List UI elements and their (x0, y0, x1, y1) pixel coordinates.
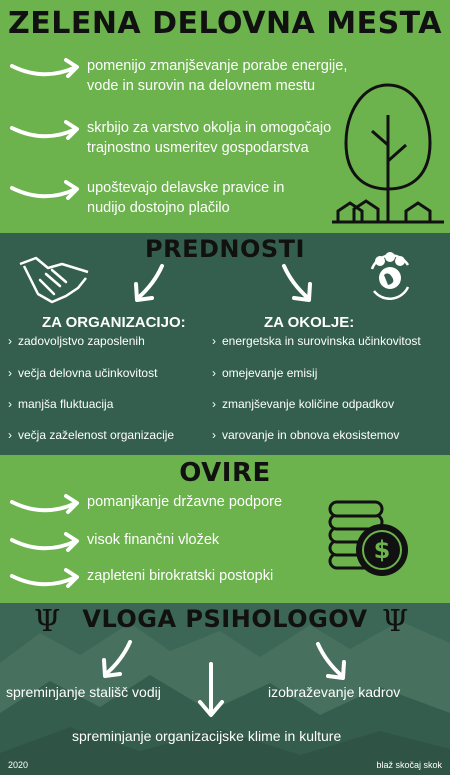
env-heading: ZA OKOLJE: (264, 314, 355, 331)
role-text-right: izobraževanje kadrov (268, 684, 401, 700)
ovire-title: OVIRE (179, 458, 271, 488)
intro-point (8, 118, 367, 158)
arrow-icon (8, 566, 83, 592)
env-benefit-item: › energetska in surovinska učinkovitost (212, 334, 421, 348)
role-text-bottom: spreminjanje organizacijske klime in kulture (72, 728, 342, 744)
env-benefit-item: › varovanje in obnova ekosistemov (212, 428, 399, 442)
role-text-left: spreminjanje stališč vodij (6, 684, 161, 700)
arrow-icon (8, 118, 83, 144)
psi-icon: Ψ (34, 604, 61, 639)
org-benefit-item: › manjša fluktuacija (8, 397, 113, 411)
barrier-text: visok finančni vložek (87, 532, 220, 548)
svg-text:$: $ (373, 536, 391, 564)
intro-point-text: pomenijo zmanjševanje porabe energije, vode in surovin na delovnem mestu (87, 58, 348, 94)
barrier-text: pomanjkanje državne podpore (87, 494, 283, 510)
arrow-down-right-icon (278, 262, 318, 306)
intro-point-text: upoštevajo delavske pravice in nudijo dostojno plačilo (87, 180, 285, 216)
arrow-icon (8, 530, 83, 556)
arrow-icon (8, 56, 83, 82)
footer-author: blaž skočaj skok (376, 760, 442, 770)
globe-icon (366, 247, 414, 305)
org-benefit-item: › zadovoljstvo zaposlenih (8, 334, 145, 348)
arrow-icon (8, 492, 83, 518)
tree-icon (332, 75, 444, 227)
coins-icon (326, 494, 414, 580)
arrow-down-right-icon (312, 640, 352, 684)
vloga-title: VLOGA PSIHOLOGOV (82, 605, 368, 633)
barrier-item (8, 492, 282, 518)
prednosti-title: PREDNOSTI (145, 235, 305, 263)
arrow-down-icon (196, 660, 226, 720)
arrow-down-left-icon (128, 262, 168, 306)
org-benefit-item: › večja zaželenost organizacije (8, 428, 174, 442)
arrow-icon (8, 178, 83, 204)
handshake-icon (16, 250, 92, 306)
intro-point-text: skrbijo za varstvo okolja in omogočajo trajnostno usmeritev gospodarstva (87, 120, 332, 156)
intro-point (8, 178, 317, 218)
barrier-item (8, 530, 219, 556)
intro-point (8, 56, 367, 96)
barrier-text: zapleteni birokratski postopki (87, 568, 274, 584)
arrow-down-left-icon (96, 638, 136, 682)
footer-year: 2020 (8, 760, 29, 770)
env-benefit-item: › zmanjševanje količine odpadkov (212, 397, 394, 411)
barrier-item (8, 566, 273, 592)
org-heading: ZA ORGANIZACIJO: (42, 314, 186, 331)
psi-icon: Ψ (382, 604, 409, 639)
org-benefit-item: › večja delovna učinkovitost (8, 366, 157, 380)
page-title: ZELENA DELOVNA MESTA (7, 6, 443, 41)
env-benefit-item: › omejevanje emisij (212, 366, 317, 380)
